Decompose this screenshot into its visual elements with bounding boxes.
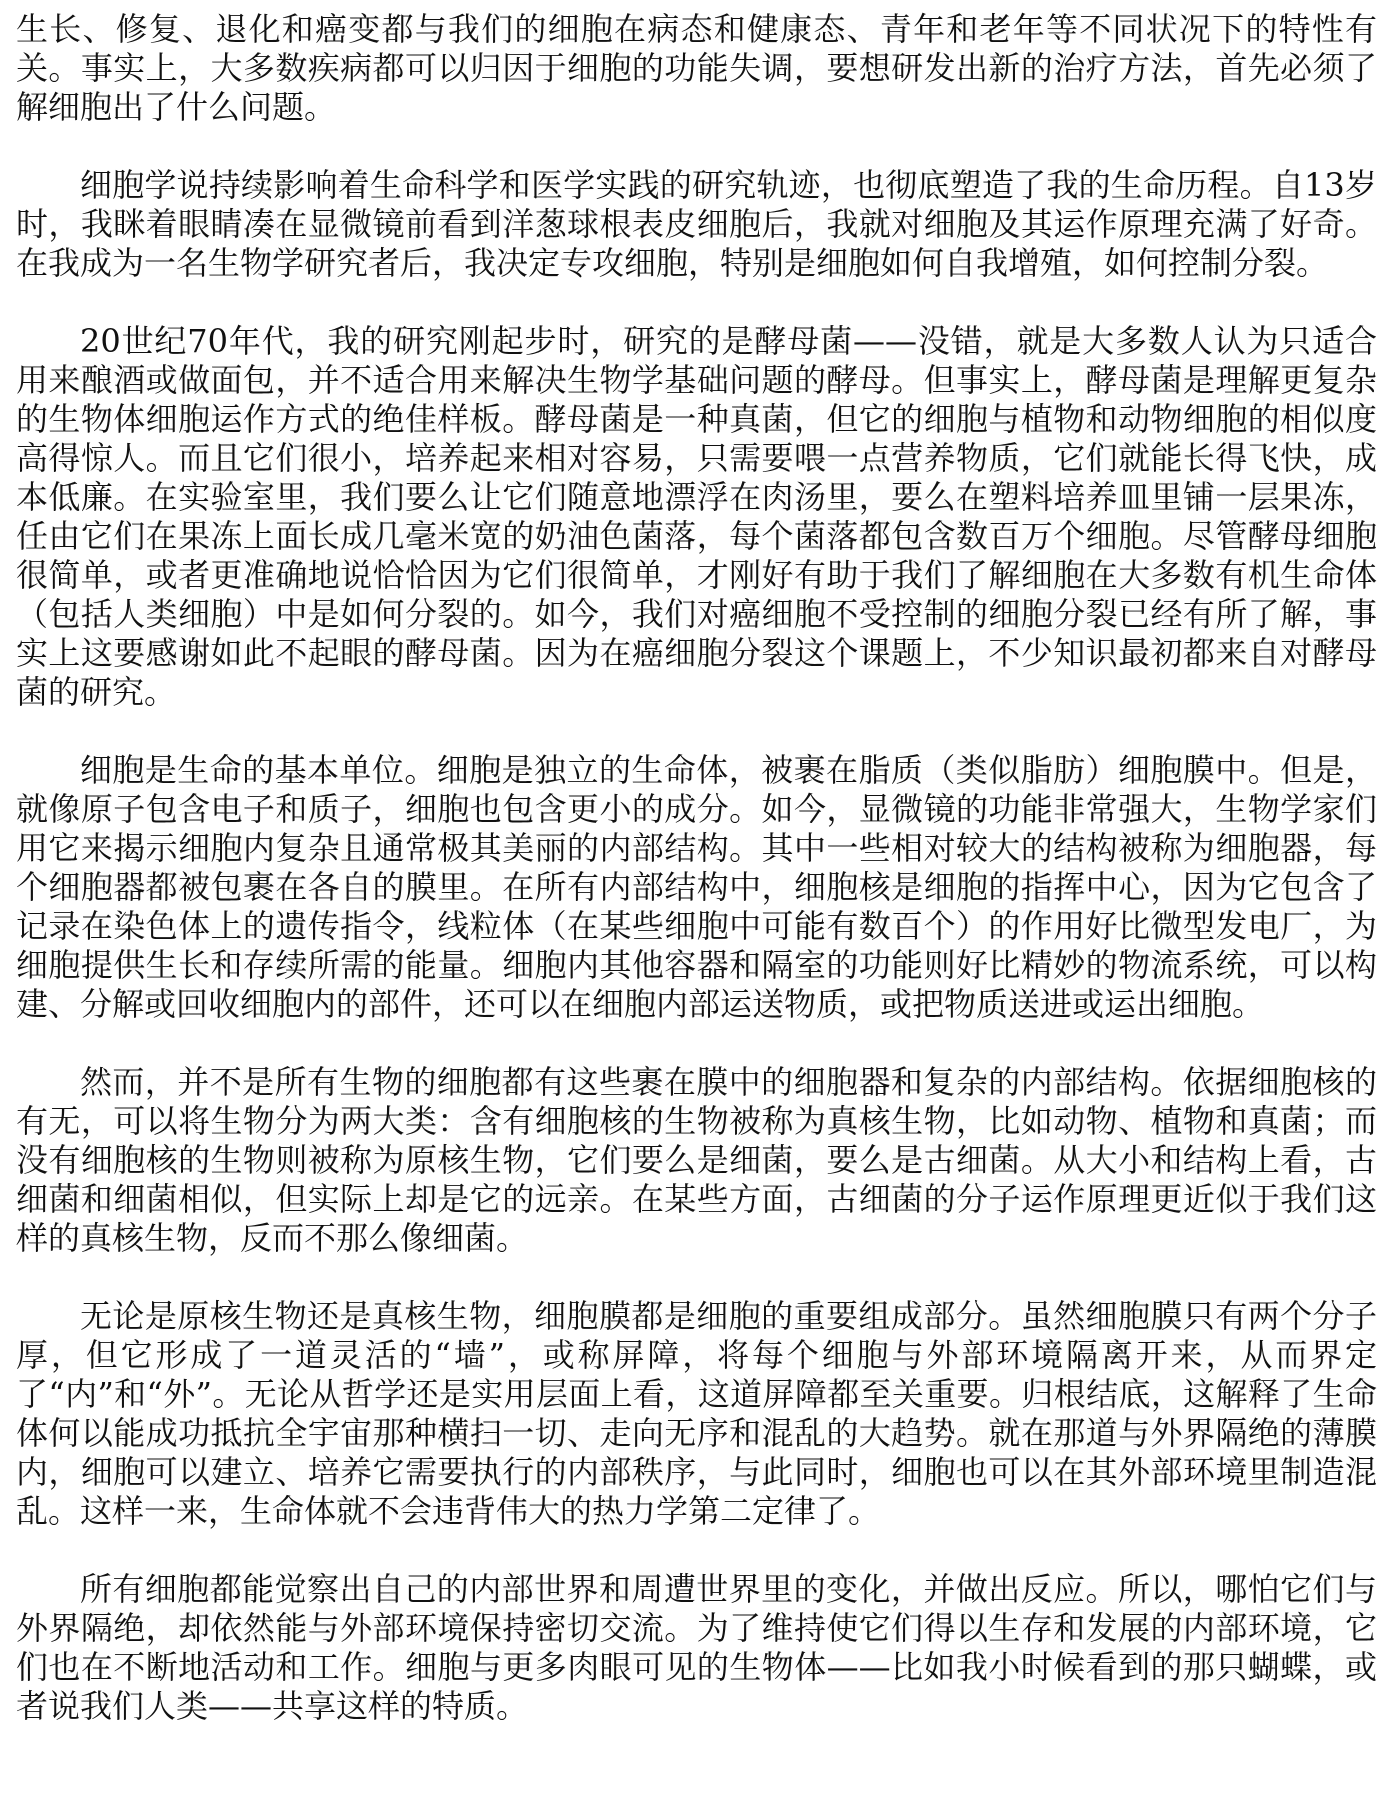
- paragraph: 无论是原核生物还是真核生物，细胞膜都是细胞的重要组成部分。虽然细胞膜只有两个分子厚，但它形成了一道灵活的“墙”，或称屏障，将每个细胞与外部环境隔离开来，从而界定了“内”和“外”。无论从哲学还是实用层面上看，这道屏障都至关重要。归根结底，这解释了生命体何以能成功抵抗全宇宙那种横扫一切、走向无序和混乱的大趋势。就在那道与外界隔绝的薄膜内，细胞可以建立、培养它需要执行的内部秩序，与此同时，细胞也可以在其外部环境里制造混乱。这样一来，生命体就不会违背伟大的热力学第二定律了。: [16, 1297, 1377, 1530]
- paragraph: 然而，并不是所有生物的细胞都有这些裹在膜中的细胞器和复杂的内部结构。依据细胞核的有无，可以将生物分为两大类：含有细胞核的生物被称为真核生物，比如动物、植物和真菌；而没有细胞核的生物则被称为原核生物，它们要么是细菌，要么是古细菌。从大小和结构上看，古细菌和细菌相似，但实际上却是它的远亲。在某些方面，古细菌的分子运作原理更近似于我们这样的真核生物，反而不那么像细菌。: [16, 1063, 1377, 1257]
- paragraph: 20世纪70年代，我的研究刚起步时，研究的是酵母菌——没错，就是大多数人认为只适合用来酿酒或做面包，并不适合用来解决生物学基础问题的酵母。但事实上，酵母菌是理解更复杂的生物体细胞运作方式的绝佳样板。酵母菌是一种真菌，但它的细胞与植物和动物细胞的相似度高得惊人。而且它们很小，培养起来相对容易，只需要喂一点营养物质，它们就能长得飞快，成本低廉。在实验室里，我们要么让它们随意地漂浮在肉汤里，要么在塑料培养皿里铺一层果冻，任由它们在果冻上面长成几毫米宽的奶油色菌落，每个菌落都包含数百万个细胞。尽管酵母细胞很简单，或者更准确地说恰恰因为它们很简单，才刚好有助于我们了解细胞在大多数有机生命体（包括人类细胞）中是如何分裂的。如今，我们对癌细胞不受控制的细胞分裂已经有所了解，事实上这要感谢如此不起眼的酵母菌。因为在癌细胞分裂这个课题上，不少知识最初都来自对酵母菌的研究。: [16, 322, 1377, 711]
- paragraph: 生长、修复、退化和癌变都与我们的细胞在病态和健康态、青年和老年等不同状况下的特性有关。事实上，大多数疾病都可以归因于细胞的功能失调，要想研发出新的治疗方法，首先必须了解细胞出了什么问题。: [16, 10, 1377, 126]
- paragraph: 细胞是生命的基本单位。细胞是独立的生命体，被裹在脂质（类似脂肪）细胞膜中。但是，就像原子包含电子和质子，细胞也包含更小的成分。如今，显微镜的功能非常强大，生物学家们用它来揭示细胞内复杂且通常极其美丽的内部结构。其中一些相对较大的结构被称为细胞器，每个细胞器都被包裹在各自的膜里。在所有内部结构中，细胞核是细胞的指挥中心，因为它包含了记录在染色体上的遗传指令，线粒体（在某些细胞中可能有数百个）的作用好比微型发电厂，为细胞提供生长和存续所需的能量。细胞内其他容器和隔室的功能则好比精妙的物流系统，可以构建、分解或回收细胞内的部件，还可以在细胞内部运送物质，或把物质送进或运出细胞。: [16, 751, 1377, 1023]
- paragraph: 所有细胞都能觉察出自己的内部世界和周遭世界里的变化，并做出反应。所以，哪怕它们与外界隔绝，却依然能与外部环境保持密切交流。为了维持使它们得以生存和发展的内部环境，它们也在不断地活动和工作。细胞与更多肉眼可见的生物体——比如我小时候看到的那只蝴蝶，或者说我们人类——共享这样的特质。: [16, 1570, 1377, 1725]
- paragraph: 细胞学说持续影响着生命科学和医学实践的研究轨迹，也彻底塑造了我的生命历程。自13岁时，我眯着眼睛凑在显微镜前看到洋葱球根表皮细胞后，我就对细胞及其运作原理充满了好奇。在我成为一名生物学研究者后，我决定专攻细胞，特别是细胞如何自我增殖，如何控制分裂。: [16, 166, 1377, 282]
